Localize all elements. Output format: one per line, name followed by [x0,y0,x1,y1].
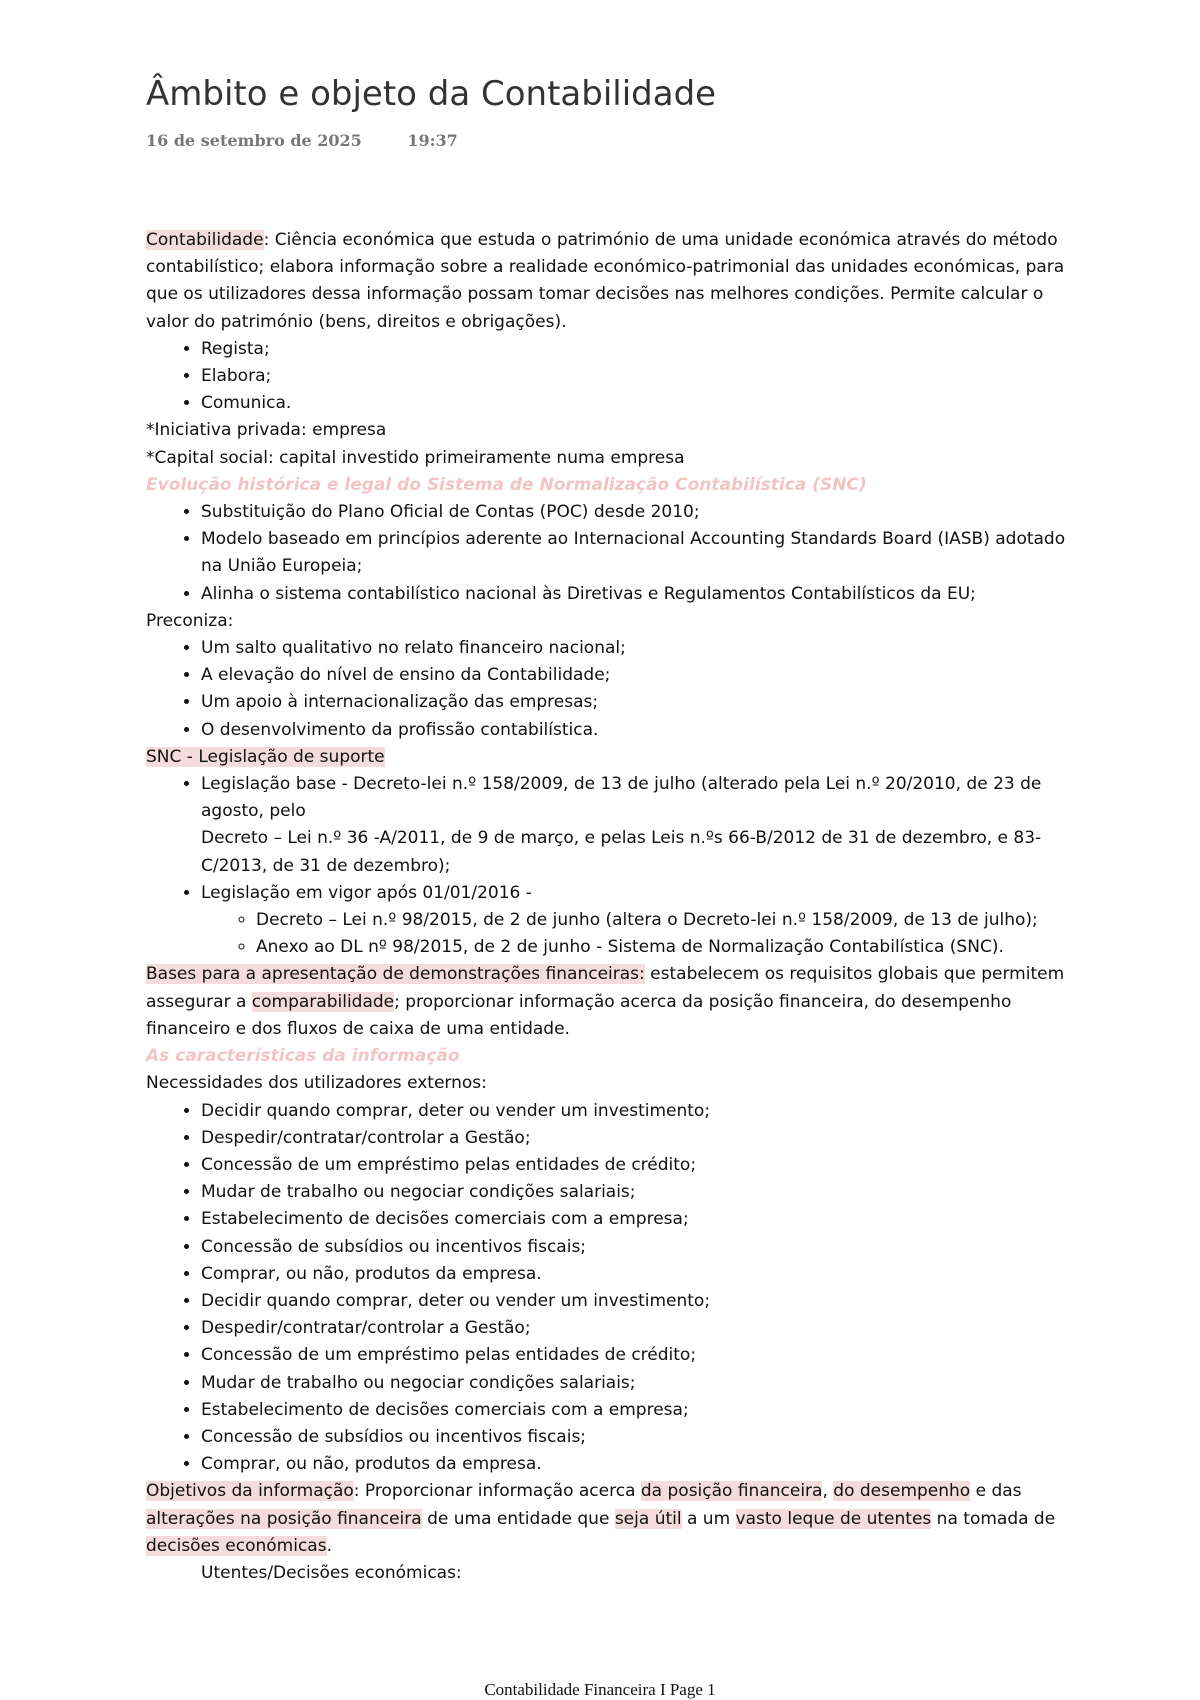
paragraph-contabilidade [146,227,1066,336]
list-item: • Estabelecimento de decisões comerciais com a empresa; [201,1397,1066,1424]
list-item: • Concessão de subsídios ou incentivos fiscais; [201,1234,1066,1261]
list-item: • Um salto qualitativo no relato financeiro nacional; [201,635,1066,662]
list-item [201,880,1066,962]
paragraph-text: na tomada de [931,1508,1056,1529]
page-date: 16 de setembro de 2025 [146,131,362,150]
page-time: 19:37 [407,131,458,150]
legislation-base-text: Decreto – Lei n.º 36 -A/2011, de 9 de março, e pelas Leis n.ºs 66-B/2012 de 31 de dezembro, e 83-C/2013, de 31 de dezembro); [201,828,1042,876]
page-content [146,227,1066,1587]
highlight-term: Objetivos da informação [146,1481,354,1502]
paragraph-text: de uma entidade que [421,1508,615,1529]
list-item: • Elabora; [201,363,1066,390]
highlight-term: Contabilidade [146,230,264,250]
highlight-term: alterações na posição financeira [146,1508,422,1529]
list-item: • O desenvolvimento da profissão contabilística. [201,717,1066,744]
paragraph-text: a um [681,1508,736,1529]
list-item: • Concessão de um empréstimo pelas entidades de crédito; [201,1342,1066,1369]
note-line: *Iniciativa privada: empresa [146,420,387,441]
paragraph-text: . [326,1535,332,1556]
highlight-term: do desempenho [833,1481,971,1502]
list-item: • Um apoio à internacionalização das empresas; [201,689,1066,716]
utentes-label: Utentes/Decisões económicas: [201,1562,462,1583]
list-item: • Alinha o sistema contabilístico nacional às Diretivas e Regulamentos Contabilísticos da EU; [201,581,1066,608]
list-item: • Mudar de trabalho ou negociar condições salariais; [201,1179,1066,1206]
paragraph-objetivos [146,1478,1066,1560]
page-meta [146,131,458,150]
bullet-list-preconiza [146,635,1066,744]
highlight-term: Bases para a apresentação de demonstrações financeiras: [146,964,645,985]
paragraph-bases [146,961,1066,1043]
sub-list-vigor [201,907,1066,961]
list-item: • Concessão de subsídios ou incentivos fiscais; [201,1424,1066,1451]
paragraph-text: e das [970,1481,1022,1502]
list-item [201,771,1066,880]
highlight-term: da posição financeira [640,1481,823,1502]
list-item: • Despedir/contratar/controlar a Gestão; [201,1315,1066,1342]
paragraph-text: ; proporcionar informação acerca da posição financeira, do desempenho financeiro e dos fluxos de caixa de uma entidade. [146,991,1012,1039]
list-item: • Concessão de um empréstimo pelas entidades de crédito; [201,1152,1066,1179]
legislation-base-text: Legislação base - Decreto-lei n.º 158/2009, de 13 de julho (alterado pela Lei n.º 20/2010, de 23 de agosto, pelo [201,774,1042,822]
list-item: • Comprar, ou não, produtos da empresa. [201,1451,1066,1478]
bullet-list-snc [146,499,1066,608]
page-title: Âmbito e objeto da Contabilidade [146,74,717,114]
page-footer: Contabilidade Financeira I Page 1 [484,1680,716,1699]
necessidades-label: Necessidades dos utilizadores externos: [146,1073,487,1094]
list-item: • Decidir quando comprar, deter ou vender um investimento; [201,1288,1066,1315]
list-item: • Substituição do Plano Oficial de Contas (POC) desde 2010; [201,499,1066,526]
paragraph-text: , [822,1481,834,1502]
highlight-term: vasto leque de utentes [735,1508,932,1529]
bullet-list-needs [146,1098,1066,1479]
paragraph-text: estabelecem os requisitos globais que permitem assegurar a [146,964,1065,1012]
highlight-term: SNC - Legislação de suporte [146,746,385,767]
list-item: • Comunica. [201,390,1066,417]
paragraph-text: : Proporcionar informação acerca [353,1481,641,1502]
section-heading-snc: Evolução histórica e legal do Sistema de Normalização Contabilística (SNC) [146,474,867,495]
list-item: • Comprar, ou não, produtos da empresa. [201,1261,1066,1288]
section-heading-characteristics: As características da informação [146,1046,460,1067]
list-item: • A elevação do nível de ensino da Contabilidade; [201,662,1066,689]
list-item: • Modelo baseado em princípios aderente ao Internacional Accounting Standards Board (IASB) adotado na União Europeia; [201,526,1066,580]
bullet-list-legislation [146,771,1066,961]
bullet-list-functions [146,336,1066,418]
sub-list-item: ◦ Anexo ao DL nº 98/2015, de 2 de junho - Sistema de Normalização Contabilística (SNC). [256,934,1066,961]
snc-legislation-label [146,744,1066,771]
sub-list-item: ◦ Decreto – Lei n.º 98/2015, de 2 de junho (altera o Decreto-lei n.º 158/2009, de 13 de julho); [256,907,1066,934]
list-item: • Mudar de trabalho ou negociar condições salariais; [201,1370,1066,1397]
highlight-term: seja útil [614,1508,682,1529]
paragraph-text: : Ciência económica que estuda o património de uma unidade económica através do método contabilístico; elabora informação sobre a realidade económico-patrimonial das unidades económicas, para que os utilizadores dessa informação possam tomar decisões nas melhores condições. Permite calcular o valor do património (bens, direitos e obrigações). [146,230,1065,332]
highlight-term: comparabilidade [251,991,395,1012]
list-item: • Decidir quando comprar, deter ou vender um investimento; [201,1098,1066,1125]
list-item: • Regista; [201,336,1066,363]
note-line: *Capital social: capital investido primeiramente numa empresa [146,447,685,468]
list-item: • Despedir/contratar/controlar a Gestão; [201,1125,1066,1152]
list-item: • Estabelecimento de decisões comerciais com a empresa; [201,1206,1066,1233]
preconiza-label: Preconiza: [146,610,234,631]
highlight-term: decisões económicas [146,1535,327,1556]
legislation-vigor-text: Legislação em vigor após 01/01/2016 - [201,882,532,903]
